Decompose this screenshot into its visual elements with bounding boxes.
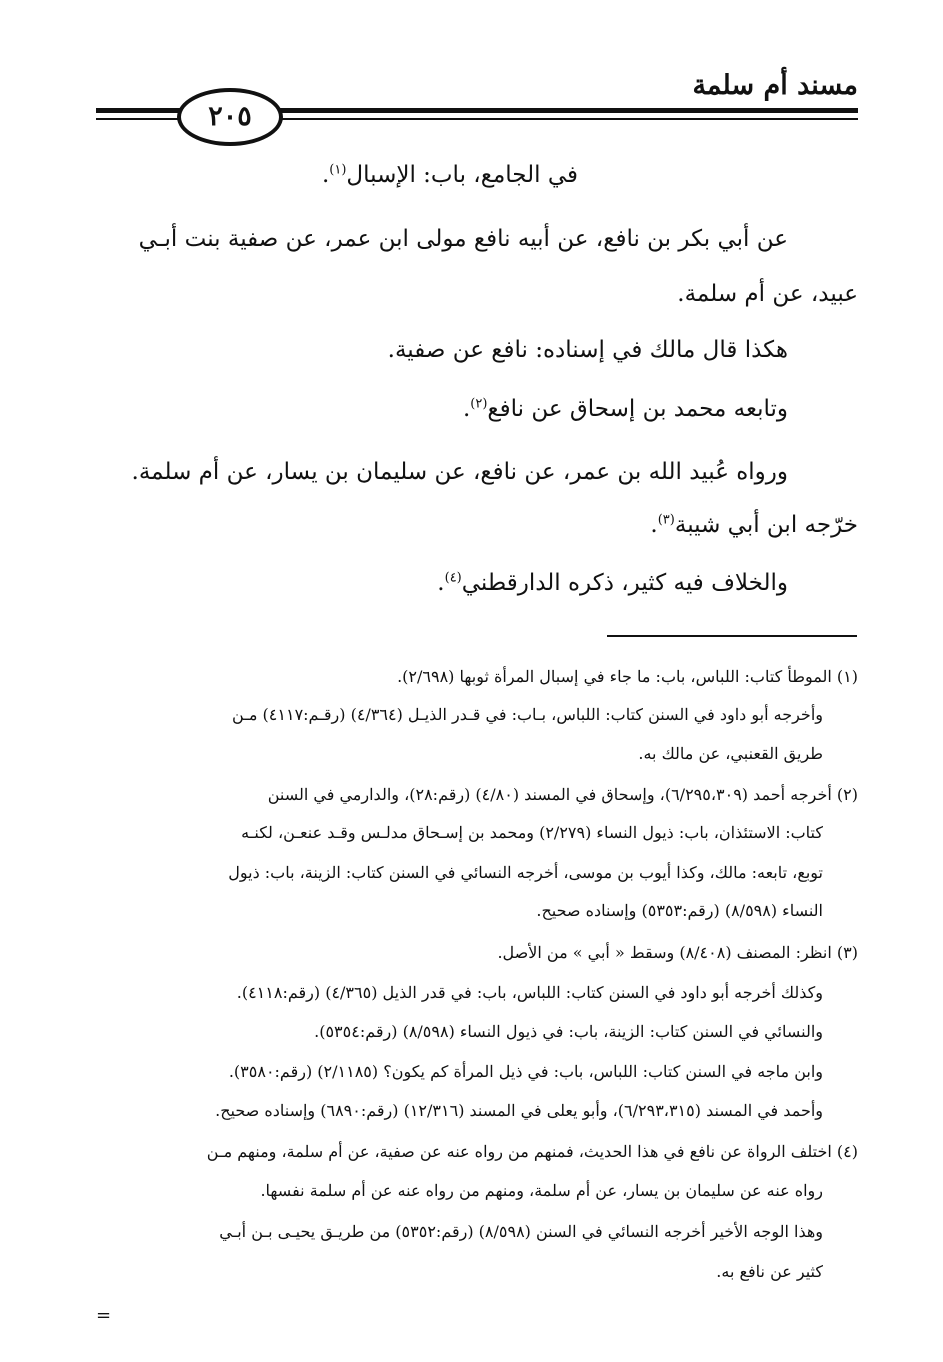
footnote-line: توبع، تابعه: مالك، وكذا أيوب بن موسى، أخرجه النسائي في السنن كتاب: الزينة، باب: ذيول <box>228 863 823 882</box>
body-line: والخلاف فيه كثير، ذكره الدارقطني$^{(٤)}$. <box>437 570 788 596</box>
footnote-line: (٤) اختلف الرواة عن نافع في هذا الحديث، فمنهم من رواه عنه عن صفية، عن أم سلمة، ومنهم مـن <box>206 1142 858 1161</box>
footnote-line: (٣) انظر: المصنف (٨/٤٠٨) وسقط « أبي » من الأصل. <box>497 943 858 962</box>
footnote-line: وأحمد في المسند (٦/٢٩٣،٣١٥)، وأبو يعلى في المسند (١٢/٣١٦) (رقم:٦٨٩٠) وإسناده صحيح. <box>215 1101 823 1120</box>
footnote-line: (١) الموطأ كتاب: اللباس، باب: ما جاء في إسبال المرأة ثوبها (٢/٦٩٨). <box>397 667 858 686</box>
footnote-separator <box>607 635 857 637</box>
footnote-line: كثير عن نافع به. <box>716 1262 823 1281</box>
footnote-ref: (٣) <box>657 512 675 528</box>
footnote-line: وأخرجه أبو داود في السنن كتاب: اللباس، بـاب: في قـدر الذيـل (٤/٣٦٤) (رقـم:٤١١٧) مـن <box>232 705 823 724</box>
footnote-ref: (٢) <box>470 396 488 412</box>
footnote-line: والنسائي في السنن كتاب: الزينة، باب: في ذيول النساء (٨/٥٩٨) (رقم:٥٣٥٤). <box>314 1022 823 1041</box>
footnote-line: النساء (٨/٥٩٨) (رقم:٥٣٥٣) وإسناده صحيح. <box>536 901 823 920</box>
running-title: مسند أم سلمة <box>692 70 858 101</box>
footnote-line: (٢) أخرجه أحمد (٦/٢٩٥،٣٠٩)، وإسحاق في المسند (٤/٨٠) (رقم:٢٨)، والدارمي في السنن <box>267 785 858 804</box>
footnote-line: رواه عنه عن سليمان بن يسار، عن أم سلمة، ومنهم من رواه عنه عن أم سلمة نفسها. <box>260 1181 823 1200</box>
footnote-line: طريق القعنبي، عن مالك به. <box>638 744 823 763</box>
body-line: وتابعه محمد بن إسحاق عن نافع$^{(٢)}$. <box>462 396 788 422</box>
body-line: في الجامع، باب: الإسبال$^{(١)}$. <box>321 162 578 188</box>
footnote-ref: (٤) <box>444 570 462 586</box>
body-line: عن أبي بكر بن نافع، عن أبيه نافع مولى ابن عمر، عن صفية بنت أبـي <box>138 226 788 252</box>
footnote-line: وهذا الوجه الأخير أخرجه النسائي في السنن (٨/٥٩٨) (رقم:٥٣٥٢) من طريـق يحيـى بـن أبـي <box>219 1222 823 1241</box>
footnote-line: وابن ماجه في السنن كتاب: اللباس، باب: في ذيل المرأة كم يكون؟ (٢/١١٨٥) (رقم:٣٥٨٠). <box>228 1062 823 1081</box>
continuation-mark: = <box>96 1305 112 1326</box>
footnote-line: وكذلك أخرجه أبو داود في السنن كتاب: اللباس، باب: في قدر الذيل (٤/٣٦٥) (رقم:٤١١٨). <box>236 983 823 1002</box>
body-line: هكذا قال مالك في إسناده: نافع عن صفية. <box>387 337 788 363</box>
body-line: عبيد، عن أم سلمة. <box>677 281 858 307</box>
body-line: خرّجه ابن أبي شيبة$^{(٣)}$. <box>650 512 858 538</box>
footnote-line: كتاب: الاستئذان، باب: ذيول النساء (٢/٢٧٩) ومحمد بن إسـحاق مدلـس وقـد عنعـن، لكنـه <box>241 823 823 842</box>
footnote-ref: (١) <box>329 162 347 178</box>
page-number: ٢٠٥ <box>177 88 283 146</box>
body-line: ورواه عُبيد الله بن عمر، عن نافع، عن سليمان بن يسار، عن أم سلمة. <box>131 459 788 485</box>
